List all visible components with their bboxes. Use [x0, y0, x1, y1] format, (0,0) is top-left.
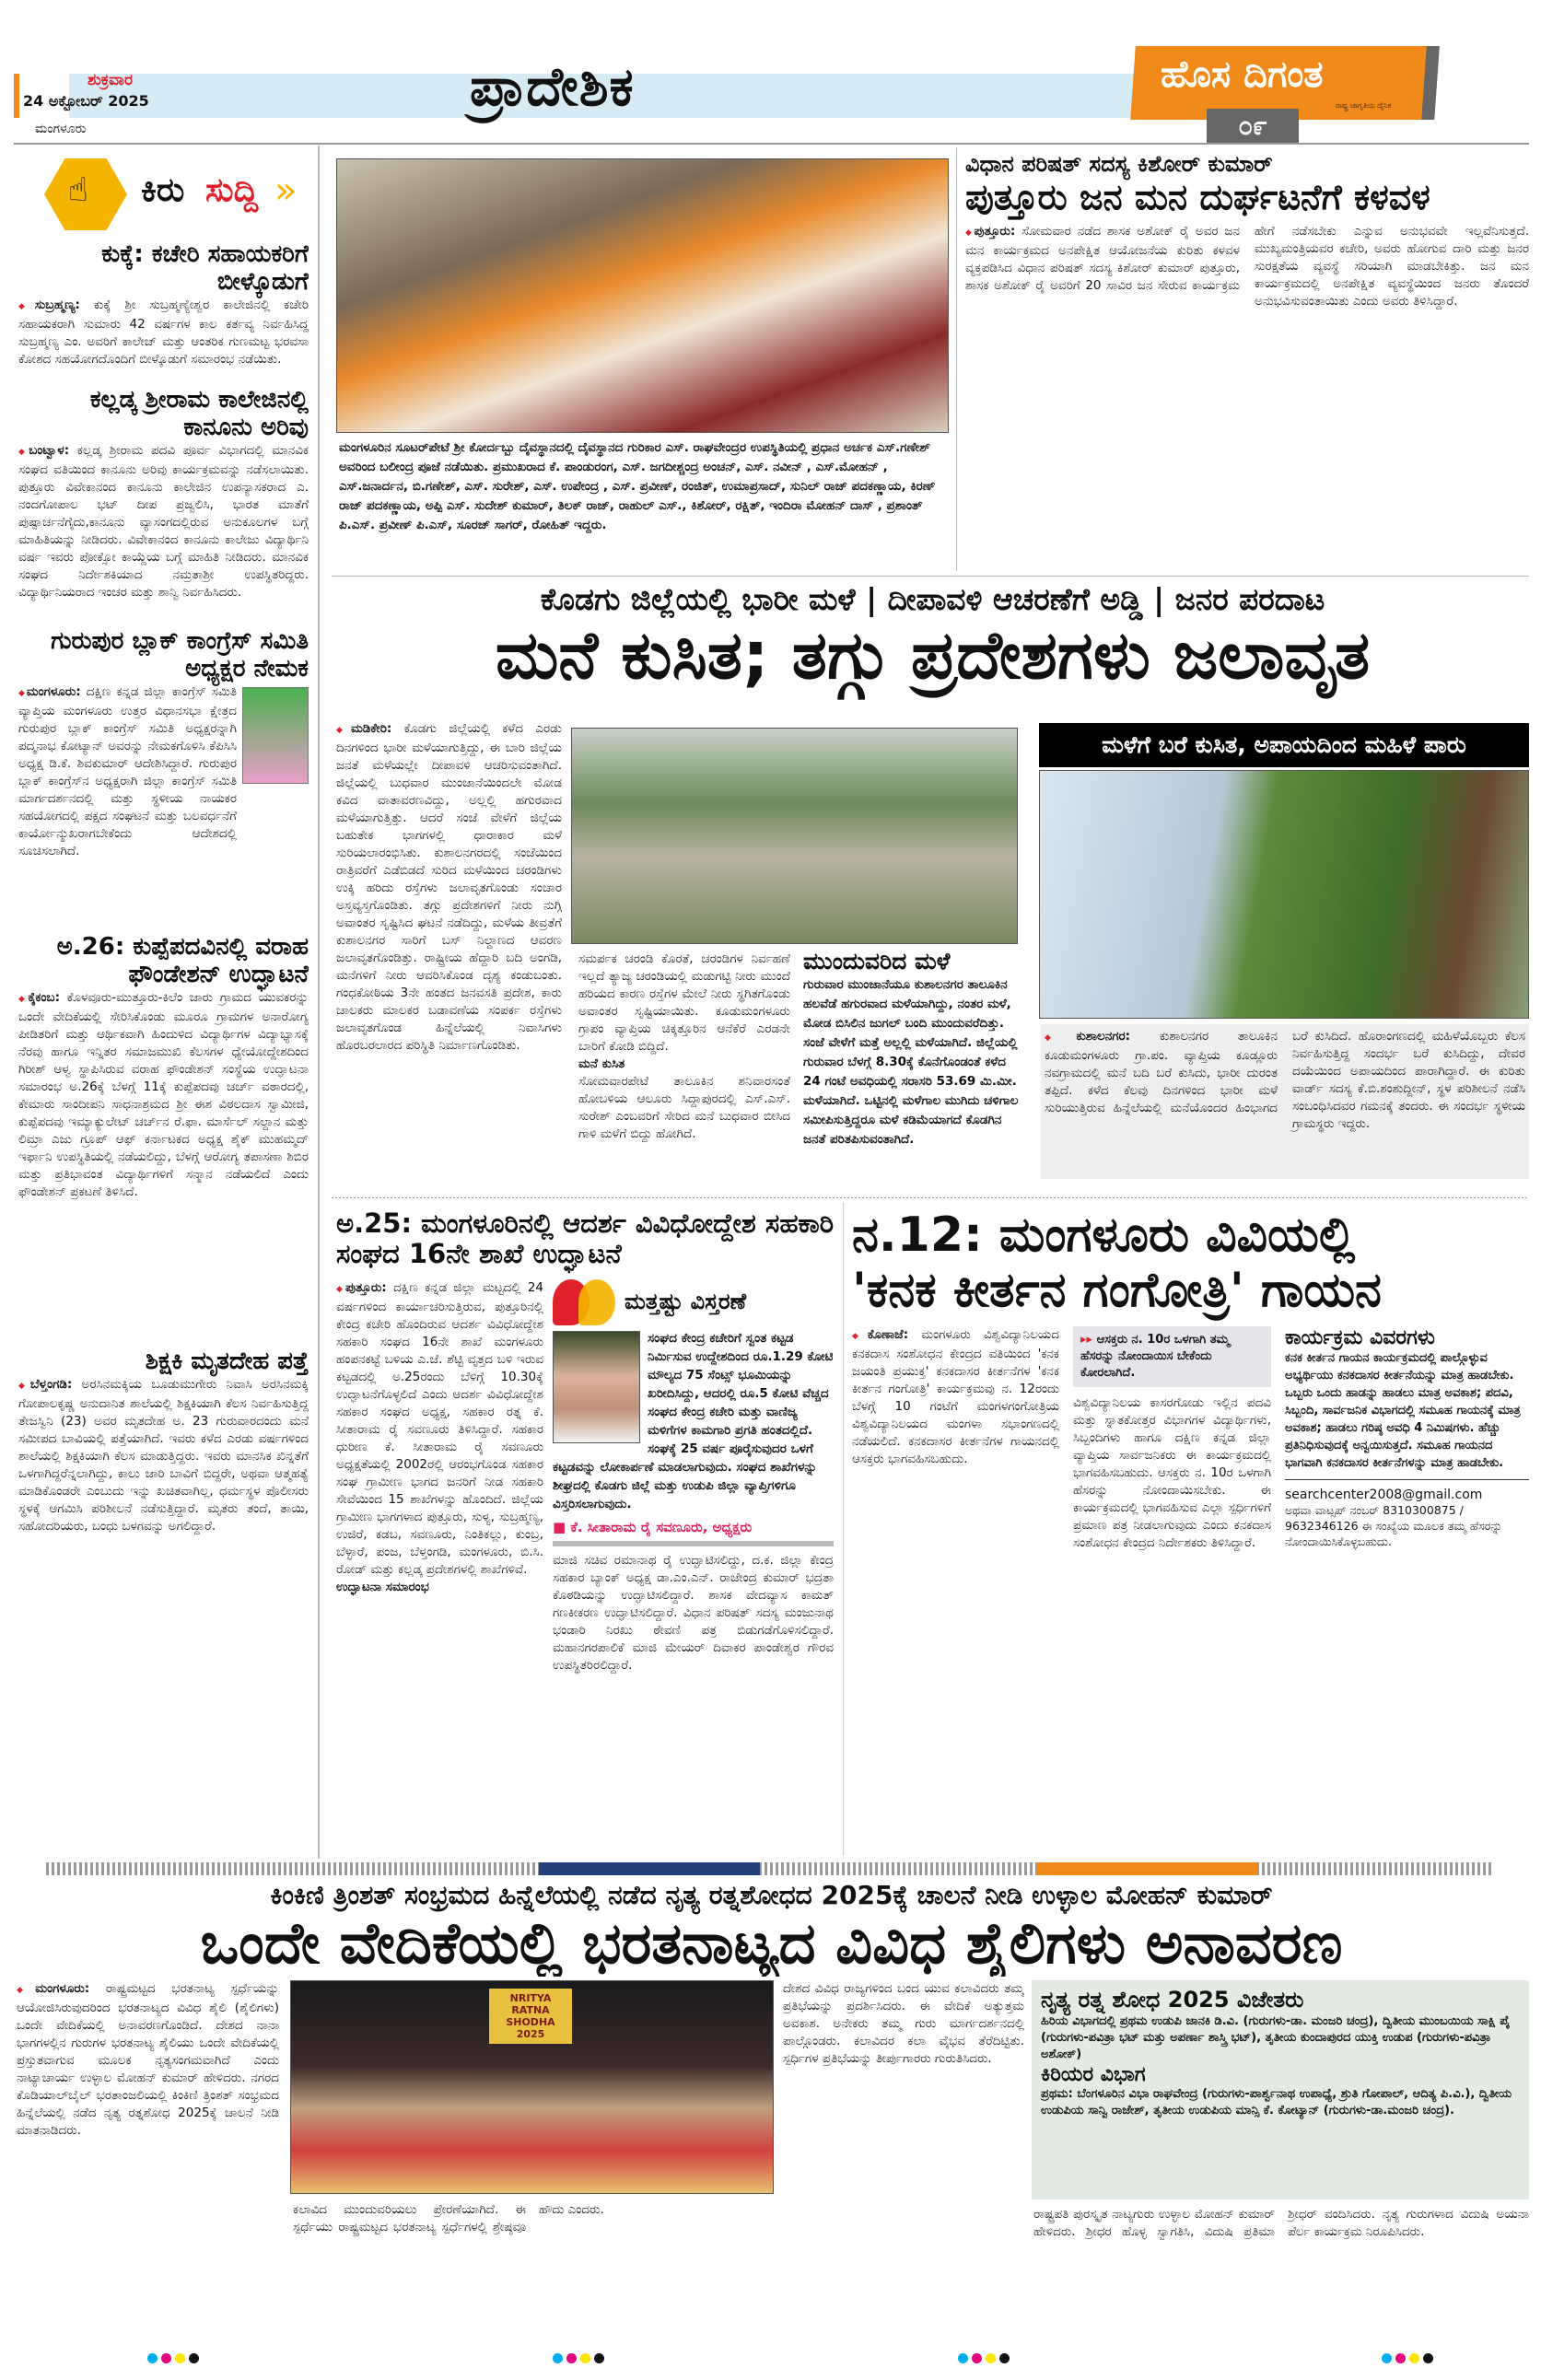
- section-title: ಪ್ರಾದೇಶಿಕ: [470, 55, 635, 118]
- news-brief: [18, 241, 309, 379]
- dateline: ◆ ಬಂಟ್ವಾಳ:: [18, 443, 69, 458]
- bottom-kicker: ಕಿಂಕಿಣಿ ತ್ರಿಂಶತ್ ಸಂಭ್ರಮದ ಹಿನ್ನೆಲೆಯಲ್ಲಿ ನಡೆದ ನೃತ್ಯ ರತ್ನಶೋಧದ 2025ಕ್ಕೆ ಚಾಲನೆ ನೀಡಿ ಉಳ್ಳಾಲ ಮೋಹನ್ ಕುಮಾರ್: [270, 1881, 1273, 1910]
- brief-body: ಅರಸಿನಮಕ್ಕಿಯ ಬೂಡುಮುಗೇರು ನಿವಾಸಿ ಅರಸಿನಮಕ್ಕಿ ಗೋಪಾಲಕೃಷ್ಣ ಅನುದಾನಿತ ಶಾಲೆಯಲ್ಲಿ ಶಿಕ್ಷಕಿಯಾಗಿ ಕೆಲಸ ನಿರ್ವಹಿಸುತ್ತಿದ್ದ ತೇಜಸ್ವಿನಿ (23) ಅವರ ಮೃತದೇಹ ಅ. 23 ಗುರುವಾರದಂದು ಮನೆ ಸಮೀಪದ ಬಾವಿಯಲ್ಲಿ ಪತ್ತೆಯಾಗಿದೆ. ಇವರು ಕಳೆದ ಎರಡು ವರ್ಷಗಳಿಂದ ಶಾಲೆಯಲ್ಲಿ ಶಿಕ್ಷಕಿಯಾಗಿ ಕೆಲಸ ಮಾಡುತ್ತಿದ್ದರು. ಇವರು ಮಾನಸಿಕ ಖಿನ್ನತೆಗೆ ಒಳಗಾಗಿದ್ದರೆನ್ನಲಾಗಿದ್ದು, ಕಾಲು ಜಾರಿ ಬಾವಿಗೆ ಬಿದ್ದರೇ, ಅಥವಾ ಆತ್ಮಹತ್ಯೆ ಮಾಡಿಕೊಂಡರೇ ಎಂಬುದು ಇನ್ನು ಖಚಿತವಾಗಿಲ್ಲ, ಧರ್ಮಸ್ಥಳ ಪೊಲೀಸರು ಸ್ಥಳಕ್ಕೆ ಆಗಮಿಸಿ ಪರಿಶೀಲನೆ ನಡೆಸುತ್ತಿದ್ದಾರೆ. ಮೃತರು ತಂದೆ, ತಾಯಿ, ಸಹೋದರಿಯರು, ಬಂಧು ಬಳಗವನ್ನು ಅಗಲಿದ್ದಾರೆ.: [18, 1376, 309, 1534]
- news-brief: [18, 387, 309, 628]
- divider: [332, 576, 1529, 577]
- subhead: ಮನೆ ಕುಸಿತ: [578, 1056, 625, 1071]
- dance-body-col3: ದೇಶದ ವಿವಿಧ ರಾಜ್ಯಗಳಿಂದ ಬಂದ ಯುವ ಕಲಾವಿದರು ತಮ್ಮ ಪ್ರತಿಭೆಯನ್ನು ಪ್ರದರ್ಶಿಸಿದರು. ಈ ವೇದಿಕೆ ಅತ್ಯುತ್ತಮ ಅವಕಾಶ. ಅನೇಕರು ತಮ್ಮ ಗುರು ಮಾರ್ಗದರ್ಶನದಲ್ಲಿ ಪಾಲ್ಗೊಂಡರು. ಕಲಾವಿದರ ಕಲಾ ವೈಭವ ತೆರೆದಿಟ್ಟಿತು. ಸ್ಪರ್ಧಿಗಳ ಪ್ರತಿಭೆಯನ್ನು ತೀರ್ಪುಗಾರರು ಗುರುತಿಸಿದರು.: [783, 1981, 1024, 2066]
- dance-body-col1: [17, 1980, 279, 2339]
- registration-dots: [1382, 2353, 1433, 2363]
- portrait-photo: [553, 1331, 640, 1443]
- header-accent-bar: [14, 74, 19, 118]
- winners-senior: ಹಿರಿಯ ವಿಭಾಗದಲ್ಲಿ ಪ್ರಥಮ ಉಡುಪಿ ಜಾನಕಿ ಡಿ.ವಿ. (ಗುರುಗಳು-ಡಾ. ಮಂಜರಿ ಚಂದ್ರ), ದ್ವಿತೀಯ ಮುಂಬಯಿಯ ಸಾಕ್ಷಿ ಪೈ (ಗುರುಗಳು-ಪವಿತ್ರಾ ಭಟ್ ಮತ್ತು ಅಪರ್ಣಾ ಶಾಸ್ತ್ರಿ ಭಟ್), ತೃತೀಯ ಕುಂದಾಪುರದ ಯುಕ್ತಿ ಉಡುಪ (ಗುರುಗಳು-ಪವಿತ್ರಾ ಅಶೋಕ್): [1041, 2013, 1511, 2061]
- brief-headline: ಅ.26: ಕುಪ್ಪೆಪದವಿನಲ್ಲಿ ವರಾಹ ಫೌಂಡೇಶನ್ ಉದ್ಘಾಟನೆ: [56, 934, 309, 988]
- brief-headline: ಶಿಕ್ಷಕಿ ಮೃತದೇಹ ಪತ್ತೆ: [145, 1348, 309, 1375]
- brief-headline: ಗುರುಪುರ ಬ್ಲಾಕ್ ಕಾಂಗ್ರೆಸ್ ಸಮಿತಿ ಅಧ್ಯಕ್ಷರ ನೇಮಕ: [51, 628, 309, 682]
- photo-banner: ಮಳೆಗೆ ಬರೆ ಕುಸಿತ, ಅಪಾಯದಿಂದ ಮಹಿಳೆ ಪಾರು: [1039, 723, 1529, 767]
- section-stripe: [46, 1862, 1492, 1875]
- quote-author: ■ ಕೆ. ಸೀತಾರಾಮ ರೈ ಸವಣೂರು, ಅಧ್ಯಕ್ಷರು: [553, 1518, 753, 1535]
- winners-title: ನೃತ್ಯ ರತ್ನ ಶೋಧ 2025 ವಿಜೇತರು: [1041, 1987, 1304, 2012]
- registration-dots: [553, 2353, 604, 2363]
- quote-mark-icon: [553, 1279, 617, 1325]
- kirusuddi-a: ಕಿರು: [141, 171, 185, 209]
- bottom-heading-block: [14, 1881, 1529, 1977]
- quote-title: ಮತ್ತಷ್ಟು ವಿಸ್ತರಣೆ: [625, 1288, 747, 1314]
- story-kicker: ವಿಧಾನ ಪರಿಷತ್ ಸದಸ್ಯ ಕಿಶೋರ್ ಕುಮಾರ್: [965, 151, 1273, 177]
- cooperative-headline: ಅ.25: ಮಂಗಳೂರಿನಲ್ಲಿ ಆದರ್ಶ ವಿವಿಧೋದ್ದೇಶ ಸಹಕಾರಿ ಸಂಘದ 16ನೇ ಶಾಖೆ ಉದ್ಘಾಟನೆ: [336, 1208, 834, 1270]
- story-body: ಮಂಗಳೂರು ವಿಶ್ವವಿದ್ಯಾನಿಲಯದ ಕನಕದಾಸ ಸಂಶೋಧನ ಕೇಂದ್ರದ ವತಿಯಿಂದ 'ಕನಕ ಜಯಂತಿ ಪ್ರಯುಕ್ತ' ಕನಕದಾಸರ ಕೀರ್ತನೆಗಳ 'ಕನಕ ಕೀರ್ತನ ಗಂಗೋತ್ರಿ' ಕಾರ್ಯಕ್ರಮವು ನ. 12ರಂದು ಬೆಳಗ್ಗೆ 10 ಗಂಟೆಗೆ ಮಂಗಳಗಂಗೋತ್ರಿಯ ವಿಶ್ವವಿದ್ಯಾನಿಲಯದ ಮಂಗಳಾ ಸಭಾಂಗಣದಲ್ಲಿ ನಡೆಯಲಿದೆ. ಕನಕದಾಸರ ಕೀರ್ತನೆಗಳ ಗಾಯನದಲ್ಲಿ ಆಸಕ್ತರು ಭಾಗವಹಿಸಬಹುದು.: [852, 1326, 1059, 1466]
- main-headline: ಮನೆ ಕುಸಿತ; ತಗ್ಗು ಪ್ರದೇಶಗಳು ಜಲಾವೃತ: [495, 615, 1371, 694]
- dateline: ◆ ಮಡಿಕೇರಿ:: [336, 721, 391, 736]
- contact-email[interactable]: searchcenter2008@gmail.com: [1285, 1487, 1483, 1502]
- pointing-hand-icon: ☝: [68, 171, 88, 209]
- news-brief: [18, 1348, 309, 1625]
- subhead: ಉದ್ಘಾಟನಾ ಸಮಾರಂಭ: [336, 1579, 429, 1594]
- putturu-story: [965, 152, 1529, 547]
- story-headline: ಪುತ್ತೂರು ಜನ ಮನ ದುರ್ಘಟನೆಗೆ ಕಳವಳ: [965, 176, 1430, 217]
- dance-body-col4: ರಾಷ್ಟ್ರಪತಿ ಪುರಸ್ಕೃತ ನಾಟ್ಯಗುರು ಉಳ್ಳಾಲ ಮೋಹನ್ ಕುಮಾರ್ ಹೇಳಿದರು. ಶ್ರೀಧರ ಹೊಳ್ಳ ಸ್ವಾಗತಿಸಿ, ವಿದುಷಿ ಪ್ರತಿಮಾ ಶ್ರೀಧರ್ ವಂದಿಸಿದರು. ನೃತ್ಯ ಗುರುಗಳಾದ ವಿದುಷಿ ಅಯನಾ ಪೆರ್ಲ ಕಾರ್ಯಕ್ರಮ ನಿರೂಪಿಸಿದರು.: [1033, 2207, 1529, 2239]
- quote-header: [553, 1279, 834, 1325]
- dateline: ◆ ಸುಬ್ರಹ್ಮಣ್ಯ:: [18, 298, 80, 312]
- main-body-col2: [578, 951, 790, 1176]
- story-body: ಕೊಡಗು ಜಿಲ್ಲೆಯಲ್ಲಿ ಕಳೆದ ಎರಡು ದಿನಗಳಿಂದ ಭಾರೀ ಮಳೆಯಾಗುತ್ತಿದ್ದು, ಈ ಬಾರಿ ಜಿಲ್ಲೆಯ ಜನತೆ ಮಳೆಯಲ್ಲೇ ದೀಪಾವಳಿ ಆಚರಿಸುವಂತಾಗಿದೆ. ಜಿಲ್ಲೆಯಲ್ಲಿ ಬುಧವಾರ ಮುಂಜಾನೆಯಿಂದಲೇ ಮೋಡ ಕವಿದ ವಾತಾವರಣವಿದ್ದು, ಅಲ್ಲಲ್ಲಿ ಹಗುರವಾದ ಮಳೆಯಾಗುತ್ತಿತ್ತು. ಆದರೆ ಸಂಜೆ ವೇಳೆಗೆ ಜಿಲ್ಲೆಯ ಬಹುತೇಕ ಭಾಗಗಳಲ್ಲಿ ಧಾರಾಕಾರ ಮಳೆ ಸುರಿಯಲಾರಂಭಿಸಿತು. ಕುಶಾಲನಗರದಲ್ಲಿ ಸಂಜೆಯಿಂದ ರಾತ್ರಿವರೆಗೆ ಎಡೆಬಿಡದೆ ಸುರಿದ ಮಳೆಯಿಂದ ಚರಂಡಿಗಳು ಉಕ್ಕಿ ಹರಿದು ರಸ್ತೆಗಳು ಜಲಾವೃತಗೊಂಡು ಸಂಚಾರ ಅಸ್ತವ್ಯಸ್ತಗೊಂಡಿತು. ತಗ್ಗು ಪ್ರದೇಶಗಳಿಗೆ ನೀರು ನುಗ್ಗಿ ಅವಾಂತರ ಸೃಷ್ಟಿಸಿದ ಘಟನೆ ನಡೆದಿದ್ದು, ಮಳೆಯ ತೀವ್ರತೆಗೆ ಕುಶಾಲನಗರ ಸಾರಿಗೆ ಬಸ್ ನಿಲ್ದಾಣದ ಆವರಣ ಜಲಾವೃತಗೊಂಡಿತ್ತು. ರಾಷ್ಟ್ರೀಯ ಹೆದ್ದಾರಿ ಬದಿ ಅಂಗಡಿ, ಮನೆಗಳಿಗೆ ನೀರು ಆವರಿಸಿಕೊಂಡ ದೃಶ್ಯ ಕಂಡುಬಂತು. ಗಂಧಕೋಠಿಯ 3ನೇ ಹಂತದ ಜನವಸತಿ ಪ್ರದೇಶ, ಕಾರು ಚಾಲಕರು ಮಾಲಕರ ಬಡಾವಣೆಯ ಸಂಪರ್ಕ ರಸ್ತೆಗಳು ಜಲಾವೃತಗೊಂಡ ಹಿನ್ನೆಲೆಯಲ್ಲಿ ನಿವಾಸಿಗಳು ಹೊರಬರಲಾರದ ಪರಿಸ್ಥಿತಿ ನಿರ್ಮಾಣಗೊಂಡಿತು.: [336, 721, 562, 1053]
- story-body: ಸೋಮವಾರ ನಡೆದ ಶಾಸಕ ಅಶೋಕ್ ರೈ ಅವರ ಜನ ಮನ ಕಾರ್ಯಕ್ರಮದ ಅನಪೇಕ್ಷಿತ ಆಯೋಜನೆಯ ಕುರಿತು ಕಳವಳ ವ್ಯಕ್ತಪಡಿಸಿದ ವಿಧಾನ ಪರಿಷತ್ ಸದಸ್ಯ ಕಿಶೋರ್ ಕುಮಾರ್ ಪುತ್ತೂರು, ಶಾಸಕ ಅಶೋಕ್ ರೈ ಅವರಿಗೆ 20 ಸಾವಿರ ಜನ ಸೇರುವ ಕಾರ್ಯಕ್ರಮ ಹೇಗೆ ನಡೆಸಬೇಕು ಎನ್ನುವ ಅನುಭವವೇ ಇಲ್ಲವೆನಿಸುತ್ತದೆ. ಮುಖ್ಯಮಂತ್ರಿಯವರ ಕಚೇರಿ, ಅವರು ಹೋಗುವ ದಾರಿ ಮತ್ತು ಜನರ ಸುರಕ್ಷತೆಯ ವ್ಯವಸ್ಥೆ ಸರಿಯಾಗಿ ಮಾಡಬೇಕಿತ್ತು. ಜನ ಮನ ಕಾರ್ಯಕ್ರಮದಲ್ಲಿ ಅನಪೇಕ್ಷಿತ ವ್ಯವಸ್ಥೆಯಿಂದ ಜನರು ತೊಂದರೆ ಅನುಭವಿಸುವಂತಾಯಿತು ಎಂದು ಅವರು ತಿಳಿಸಿದ್ದಾರೆ.: [965, 224, 1529, 309]
- temple-ritual-photo: [336, 158, 949, 433]
- stripe-accent-orange: [1036, 1862, 1257, 1875]
- page-number: ೦೯: [1207, 109, 1299, 144]
- box-body: ಗುರುವಾರ ಮುಂಜಾನೆಯೂ ಕುಶಾಲನಗರ ತಾಲೂಕಿನ ಹಲವೆಡೆ ಹಗುರವಾದ ಮಳೆಯಾಗಿದ್ದು, ನಂತರ ಮಳೆ, ಮೋಡ ಬಿಸಿಲಿನ ಜುಗಲ್ ಬಂದಿ ಮುಂದುವರೆದಿತ್ತು. ಸಂಜೆ ವೇಳೆಗೆ ಮತ್ತೆ ಅಲ್ಲಲ್ಲಿ ಮಳೆಯಾಗಿದೆ. ಜಿಲ್ಲೆಯಲ್ಲಿ ಗುರುವಾರ ಬೆಳಗ್ಗೆ 8.30ಕ್ಕೆ ಕೊನೆಗೊಂಡಂತೆ ಕಳೆದ 24 ಗಂಟೆ ಅವಧಿಯಲ್ಲಿ ಸರಾಸರಿ 53.69 ಮಿ.ಮೀ. ಮಳೆಯಾಗಿದೆ. ಒಟ್ಟಿನಲ್ಲಿ ಮಳೆಗಾಲ ಮುಗಿದು ಚಳಿಗಾಲ ಸಮೀಪಿಸುತ್ತಿದ್ದರೂ ಮಳೆ ಕಡಿಮೆಯಾಗದೆ ಕೊಡಗಿನ ಜನತೆ ಪರಿತಪಿಸುವಂತಾಗಿದೆ.: [803, 976, 1019, 1147]
- cooperative-columns: [336, 1279, 834, 1858]
- story-body: ಸೋಮವಾರಪೇಟೆ ತಾಲೂಕಿನ ಶನಿವಾರಸಂತೆ ಹೋಬಳಿಯ ಆಲೂರು ಸಿದ್ದಾಪುರದಲ್ಲಿ ಎಸ್.ಎಸ್. ಸುರೇಶ್ ಎಂಬವರಿಗೆ ಸೇರಿದ ಮನೆ ಬುಧವಾರ ಬೀಸಿದ ಗಾಳಿ ಮಳೆಗೆ ಬಿದ್ದು ಹೋಗಿದೆ.: [578, 1074, 790, 1141]
- story-body: ರಾಷ್ಟ್ರಮಟ್ಟದ ಭರತನಾಟ್ಯ ಸ್ಪರ್ಧೆಯನ್ನು ಆಯೋಜಿಸಿರುವುದರಿಂದ ಭರತನಾಟ್ಯದ ವಿವಿಧ ಶೈಲಿ (ಶೈಲಿಗಳು) ಒಂದೇ ವೇದಿಕೆಯಲ್ಲಿ ಅನಾವರಣಗೊಂಡಿದೆ. ದೇಶದ ನಾನಾ ಭಾಗಗಳಲ್ಲಿನ ಗುರುಗಳ ಭರತನಾಟ್ಯ ಶೈಲಿಯು ಒಂದೇ ವೇದಿಕೆಯಲ್ಲಿ ಪ್ರಸ್ತುತವಾಗುವ ಮೂಲಕ ನೃತ್ಯಸಂಗಮವಾಗಿದೆ ಎಂದು ನಾಟ್ಯಾಚಾರ್ಯ ಉಳ್ಳಾಲ ಮೋಹನ್ ಕುಮಾರ್ ಹೇಳಿದರು. ನಗರದ ಕೊಡಿಯಾಲ್‌ಬೈಲ್ ಭರತಾಂಜಲಿಯಲ್ಲಿ ಕಿಂಕಿಣಿ ತ್ರಿಂಶತ್ ಸಂಭ್ರಮದ ಹಿನ್ನೆಲೆಯಲ್ಲಿ ನಡೆದ ನೃತ್ಯ ರತ್ನಶೋಧ 2025ಕ್ಕೆ ಚಾಲನೆ ನೀಡಿ ಮಾತನಾಡಿದರು.: [17, 1981, 279, 2138]
- flooded-road-photo: [571, 728, 1018, 944]
- author-name: ಕೆ. ಸೀತಾರಾಮ ರೈ ಸವಣೂರು, ಅಧ್ಯಕ್ಷರು: [570, 1518, 753, 1535]
- kirusuddi-b: ಸುದ್ದಿ: [205, 171, 259, 209]
- contact-phone: ಅಥವಾ ವಾಟ್ಸಪ್ ನಂಬರ್ 8310300875 / 9632346126 ಈ ಸಂಖ್ಯೆಯ ಮೂಲಕ ತಮ್ಮ ಹೆಸರನ್ನು ನೋಂದಾಯಿಸಿಕೊಳ್ಳಬಹುದು.: [1285, 1502, 1502, 1548]
- quote-box: [553, 1279, 834, 1858]
- details-title: ಕಾರ್ಯಕ್ರಮ ವಿವರಗಳು: [1285, 1325, 1435, 1349]
- arrow-icon: ▸▸: [1080, 1332, 1097, 1347]
- stripe-accent-blue: [539, 1862, 760, 1875]
- winners-junior: ಪ್ರಥಮ: ಬೆಂಗಳೂರಿನ ವಿಭಾ ರಾಘವೇಂದ್ರ (ಗುರುಗಳು-ಪಾರ್ಶ್ವನಾಥ ಉಪಾಧ್ಯೆ, ಶ್ರುತಿ ಗೋಪಾಲ್, ಆದಿತ್ಯ ಪಿ.ವಿ.), ದ್ವಿತೀಯ ಉಡುಪಿಯ ಸಾನ್ವಿ ರಾಜೇಶ್, ತೃತೀಯ ಉಡುಪಿಯ ಮಾನ್ಸಿ ಕೆ. ಕೋಟ್ಯಾನ್ (ಗುರುಗಳು-ಡಾ.ಮಂಜರಿ ಚಂದ್ರ).: [1041, 2086, 1512, 2118]
- header-rule: [14, 143, 1529, 145]
- cooperative-story: [336, 1208, 834, 1858]
- main-heading-block: [336, 582, 1529, 718]
- divider: [553, 1541, 834, 1546]
- kanaka-headline-1: ನ.12: ಮಂಗಳೂರು ವಿವಿಯಲ್ಲಿ: [852, 1208, 1356, 1263]
- story-body: ಸಮರ್ಪಕ ಚರಂಡಿ ಕೊರತೆ, ಚರಂಡಿಗಳ ನಿರ್ವಹಣೆ ಇಲ್ಲದೆ ತ್ಯಾಜ್ಯ ಚರಂಡಿಯಲ್ಲಿ ಮಡುಗಟ್ಟಿ ನೀರು ಮುಂದೆ ಹರಿಯದ ಕಾರಣ ರಸ್ತೆಗಳ ಮೇಲೆ ನೀರು ಸ್ಥಗಿತಗೊಂಡು ಅವಾಂತರ ಸೃಷ್ಟಿಯಾಯಿತು. ಕೂಡುಮಂಗಳೂರು ಗ್ರಾಪಂ ವ್ಯಾಪ್ತಿಯ ಚಿಕ್ಕತ್ತೂರಿನ ಆನೆಕೆರೆ ಎರಡನೇ ಬಾರಿಗೆ ಕೋಡಿ ಬಿದ್ದಿದೆ.: [578, 951, 790, 1054]
- bottom-headline: ಒಂದೇ ವೇದಿಕೆಯಲ್ಲಿ ಭರತನಾಟ್ಯದ ವಿವಿಧ ಶೈಲಿಗಳು ಅನಾವರಣ: [200, 1909, 1343, 1977]
- newspaper-logo: ಹೊಸ ದಿಗಂತ: [1161, 53, 1324, 96]
- column-rule: [318, 146, 320, 1859]
- portrait-photo: [242, 687, 309, 784]
- kanaka-body: [852, 1326, 1059, 1858]
- dateline: ◆ ಬೆಳ್ತಂಗಡಿ:: [18, 1377, 72, 1392]
- header-city: ಮಂಗಳೂರು: [35, 122, 87, 136]
- header-date: 24 ಅಕ್ಟೋಬರ್ 2025: [23, 92, 149, 110]
- brief-headline: ಕುಕ್ಕೆ: ಕಚೇರಿ ಸಹಾಯಕರಿಗೆ ಬೀಳ್ಕೊಡುಗೆ: [101, 241, 309, 296]
- dateline: ◆ ಕೊಣಾಜೆ:: [852, 1327, 908, 1342]
- story-body: ಕುಶಾಲನಗರ ತಾಲೂಕಿನ ಕೂಡುಮಂಗಳೂರು ಗ್ರಾ.ಪಂ. ವ್ಯಾಪ್ತಿಯ ಕೂಡ್ಲೂರು ನವಗ್ರಾಮದಲ್ಲಿ ಮನೆ ಬದಿ ಬರೆ ಕುಸಿದು, ಭಾರೀ ದುರಂತ ತಪ್ಪಿದೆ. ಕಳೆದ ಕೆಲವು ದಿನಗಳಿಂದ ಭಾರೀ ಮಳೆ ಸುರಿಯುತ್ತಿರುವ ಹಿನ್ನೆಲೆಯಲ್ಲಿ ಮನೆಯೊಂದರ ಹಿಂಭಾಗದ ಬರೆ ಕುಸಿದಿದೆ. ಹೊರಾಂಗಣದಲ್ಲಿ ಮಹಿಳೆಯೊಬ್ಬರು ಕೆಲಸ ನಿರ್ವಹಿಸುತ್ತಿದ್ದ ಸಂದರ್ಭ ಬರೆ ಕುಸಿದಿದ್ದು, ದೇವರ ದಯೆಯಿಂದ ಅಪಾಯದಿಂದ ಪಾರಾಗಿದ್ದಾರೆ. ಈ ಕುರಿತು ವಾರ್ಡ್ ಸದಸ್ಯ ಕೆ.ಬಿ.ಶಂಶುದ್ದೀನ್, ಸ್ಥಳ ಪರಿಶೀಲನೆ ನಡೆಸಿ ಸಂಬಂಧಿಸಿದವರ ಗಮನಕ್ಕೆ ತಂದರು. ಈ ಸಂದರ್ಭ ಸ್ಥಳೀಯ ಗ್ರಾಮಸ್ಥರು ಇದ್ದರು.: [1045, 1029, 1525, 1131]
- dateline: ◆ ಪುತ್ತೂರು:: [336, 1280, 387, 1295]
- photo-caption: ಮಂಗಳೂರಿನ ಸೂಟರ್‌ಪೇಟೆ ಶ್ರೀ ಕೋರ್ದಬ್ಬು ದೈವಸ್ಥಾನದಲ್ಲಿ ದೈವಸ್ಥಾನದ ಗುರಿಕಾರ ಎಸ್. ರಾಘವೇಂದ್ರರ ಉಪಸ್ಥಿತಿಯಲ್ಲಿ ಪ್ರಧಾನ ಅರ್ಚಕ ಎಸ್.ಗಣೇಶ್ ಅವರಿಂದ ಬಲೀಂದ್ರ ಪೂಜೆ ನಡೆಯಿತು. ಪ್ರಮುಖರಾದ ಕೆ. ಪಾಂಡುರಂಗ, ಎಸ್. ಜಗದೀಶ್ಚಂದ್ರ ಅಂಚನ್, ಎಸ್. ನವೀನ್ , ಎಸ್.ಮೋಹನ್ , ಎಸ್.ಜನಾರ್ದನ, ಬಿ.ಗಣೇಶ್, ಎಸ್. ಸುರೇಶ್, ಎಸ್. ಉಪೇಂದ್ರ , ಎಸ್. ಪ್ರವೀಣ್, ರಂಜಿತ್, ಉಮಾಪ್ರಸಾದ್, ಸುನಿಲ್ ರಾಜ್ ಪದಕಣ್ಣಾಯ, ಕಿರಣ್ ರಾಜ್ ಪದಕಣ್ಣಾಯ, ಅಪ್ಪಿ ಎಸ್. ಸುದೇಶ್ ಕುಮಾರ್, ತಿಲಕ್ ರಾಜ್, ರಾಹುಲ್ ಎಸ್., ಕಿಶೋರ್, ರಕ್ಷಿತ್, ಇಂದಿರಾ ಮೋಹನ್ ದಾಸ್ , ಪ್ರಶಾಂತ್ ಪಿ.ಎಸ್. ಪ್ರವೀಣ್ ಪಿ.ಎಸ್, ಸೂರಜ್ ಸಾಗರ್, ರೋಹಿತ್ ಇದ್ದರು.: [339, 440, 936, 532]
- logo-tagline: ರಾಷ್ಟ್ರ ಜಾಗೃತಿಯ ದೈನಿಕ: [1336, 101, 1392, 110]
- kirusuddi-logo: [44, 158, 302, 232]
- header-day: ಶುಕ್ರವಾರ: [88, 71, 133, 89]
- dateline: ◆ ಕುಶಾಲನಗರ:: [1045, 1029, 1130, 1044]
- dateline: ◆ ಕೈಕಂಬ:: [18, 990, 60, 1005]
- dance-body-col2: ಕಲಾವಿದ ಮುಂದುವರಿಯಲು ಪ್ರೇರಣೆಯಾಗಿದೆ. ಈ ಸ್ಪರ್ಧೆಯು ರಾಷ್ಟ್ರಮಟ್ಟದ ಭರತನಾಟ್ಯ ಸ್ಪರ್ಧೆಗಳಲ್ಲಿ ಶ್ರೇಷ್ಠವೂ ಹೌದು ಎಂದರು.: [293, 2202, 604, 2234]
- cooperative-body: [336, 1279, 543, 1858]
- box-text: ಆಸಕ್ತರು ನ. 10ರ ಒಳಗಾಗಿ ತಮ್ಮ ಹೆಸರನ್ನು ನೋಂದಾಯಿಸ ಬೇಕೆಂದು ಕೋರಲಾಗಿದೆ.: [1080, 1332, 1230, 1380]
- chevron-icon: »: [274, 169, 298, 212]
- divider: [956, 147, 957, 571]
- kanaka-col2: [1073, 1326, 1271, 1858]
- brief-body: ದಕ್ಷಿಣ ಕನ್ನಡ ಜಿಲ್ಲಾ ಕಾಂಗ್ರೆಸ್ ಸಮಿತಿ ವ್ಯಾಪ್ತಿಯ ಮಂಗಳೂರು ಉತ್ತರ ವಿಧಾನಸಭಾ ಕ್ಷೇತ್ರದ ಗುರುಪುರ ಬ್ಲಾಕ್ ಕಾಂಗ್ರೆಸ್ ಸಮಿತಿ ಅಧ್ಯಕ್ಷರನ್ನಾಗಿ ಪದ್ಮನಾಭ ಕೋಟ್ಯಾನ್ ಅವರನ್ನು ನೇಮಕಗೊಳಿಸಿ ಕೆಪಿಸಿಸಿ ಅಧ್ಯಕ್ಷ ಡಿ.ಕೆ. ಶಿವಕುಮಾರ್ ಆದೇಶಿಸಿದ್ದಾರೆ. ಗುರುಪುರ ಬ್ಲಾಕ್ ಕಾಂಗ್ರೆಸ್‌ನ ಅಧ್ಯಕ್ಷರಾಗಿ ಜಿಲ್ಲಾ ಕಾಂಗ್ರೆಸ್ ಸಮಿತಿ ಮಾರ್ಗದರ್ಶನದಲ್ಲಿ ಮತ್ತು ಸ್ಥಳೀಯ ನಾಯಕರ ಸಹಯೋಗದಲ್ಲಿ ಪಕ್ಷದ ಸಂಘಟನೆ ಮತ್ತು ಬಲವರ್ಧನೆಗೆ ಕಾರ್ಯೋನ್ಮುಖರಾಗಬೇಕೆಂದು ಆದೇಶದಲ್ಲಿ ಸೂಚಿಸಲಾಗಿದೆ.: [18, 683, 237, 858]
- registration-dots: [147, 2353, 199, 2363]
- kanaka-headline-2: 'ಕನಕ ಕೀರ್ತನ ಗಂಗೋತ್ರಿ' ಗಾಯನ: [852, 1262, 1382, 1318]
- kanaka-body-2: ವಿಶ್ವವಿದ್ಯಾನಿಲಯ ಕಾಸರಗೋಡು ಇಲ್ಲಿನ ಪದವಿ ಮತ್ತು ಸ್ನಾತಕೋತ್ತರ ವಿಭಾಗಗಳ ವಿದ್ಯಾರ್ಥಿಗಳು, ಸಿಬ್ಬಂದಿಗಳು ಹಾಗೂ ದಕ್ಷಿಣ ಕನ್ನಡ ಜಿಲ್ಲಾ ವ್ಯಾಪ್ತಿಯ ಸಾರ್ವಜನಿಕರು ಈ ಕಾರ್ಯಕ್ರಮದಲ್ಲಿ ಭಾಗವಹಿಸಬಹುದು. ಆಸಕ್ತರು ನ. 10ರ ಒಳಗಾಗಿ ಹೆಸರನ್ನು ನೋಂದಾಯಿಸಬೇಕು. ಈ ಕಾರ್ಯಕ್ರಮದಲ್ಲಿ ಭಾಗವಹಿಸುವ ಎಲ್ಲಾ ಸ್ಪರ್ಧಿಗಳಿಗೆ ಪ್ರಮಾಣ ಪತ್ರ ನೀಡಲಾಗುವುದು ಎಂದು ಕನಕದಾಸ ಸಂಶೋಧನ ಕೇಂದ್ರದ ನಿರ್ದೇಶಕರು ತಿಳಿಸಿದ್ದಾರೆ.: [1073, 1394, 1271, 1550]
- brief-body: ಕಲ್ಲಡ್ಕ ಶ್ರೀರಾಮ ಪದವಿ ಪೂರ್ವ ವಿಭಾಗದಲ್ಲಿ ಮಾನವಿಕ ಸಂಘದ ವತಿಯಿಂದ ಕಾನೂನು ಅರಿವು ಕಾರ್ಯಕ್ರಮವನ್ನು ನಡೆಸಲಾಯಿತು. ಪುತ್ತೂರು ವಿವೇಕಾನಂದ ಕಾನೂನು ಕಾಲೇಜಿನ ಉಪನ್ಯಾಸಕರಾದ ಎ. ನಂದಗೋಪಾಲ ಭಟ್ ದೀಪ ಪ್ರಜ್ವಲಿಸಿ, ಭಾರತ ಮಾತೆಗೆ ಪುಷ್ಪಾರ್ಚನೆಗೈದು,ಕಾನೂನು ವ್ಯಾಸಂಗದಲ್ಲಿರುವ ಅನುಕೂಲಗಳ ಬಗ್ಗೆ ಮಾಹಿತಿಯನ್ನು ನೀಡಿದರು. ವಿವೇಕಾನಂದ ಕಾನೂನು ಕಾಲೇಜು ವಿದ್ಯಾರ್ಥಿನಿ ವರ್ಷ ಇವರು ಪೋಕ್ಸೋ ಕಾಯ್ದೆಯ ಬಗ್ಗೆ ಮಾಹಿತಿ ನೀಡಿದರು. ಮಾನವಿಕ ಸಂಘದ ನಿರ್ದೇಶಕಿಯಾದ ನಮ್ರತಾಶ್ರೀ ಉಪಸ್ಥಿತರಿದ್ದರು. ವಿದ್ಯಾರ್ಥಿನಿಯರಾದ ಇಂಚರ ಮತ್ತು ಶಾನ್ವಿ ನಿರ್ವಹಿಸಿದರು.: [18, 442, 309, 600]
- left-column: [18, 241, 309, 1862]
- cooperative-body-2: ಮಾಜಿ ಸಚಿವ ರಮಾನಾಥ ರೈ ಉದ್ಘಾಟಿಸಲಿದ್ದು, ದ.ಕ. ಜಿಲ್ಲಾ ಕೇಂದ್ರ ಸಹಕಾರ ಬ್ಯಾಂಕ್ ಅಧ್ಯಕ್ಷ ಡಾ.ಎಂ.ಎನ್. ರಾಜೇಂದ್ರ ಕುಮಾರ್ ಭದ್ರತಾ ಕೊಠಡಿಯನ್ನು ಉದ್ಘಾಟಿಸಲಿದ್ದಾರೆ. ಶಾಸಕ ವೇದವ್ಯಾಸ ಕಾಮತ್ ಗಣಕೀಕರಣ ಉದ್ಘಾಟಿಸಲಿದ್ದಾರೆ. ವಿಧಾನ ಪರಿಷತ್ ಸದಸ್ಯ ಮಂಜುನಾಥ ಭಂಡಾರಿ ನಿರಖು ಠೇವಣಿ ಪತ್ರ ಬಿಡುಗಡೆಗೊಳಿಸಲಿದ್ದಾರೆ. ಮಹಾನಗರಪಾಲಿಕೆ ಮಾಜಿ ಮೇಯರ್ ದಿವಾಕರ ಪಾಂಡೇಶ್ವರ ಗೌರವ ಉಪಸ್ಥಿತರಿರಲಿದ್ದಾರೆ.: [553, 1552, 834, 1673]
- dateline: ◆ ಮಂಗಳೂರು:: [17, 1981, 89, 1996]
- details-body: ಕನಕ ಕೀರ್ತನ ಗಾಯನ ಕಾರ್ಯಕ್ರಮದಲ್ಲಿ ಪಾಲ್ಗೊಳ್ಳುವ ಅಭ್ಯರ್ಥಿಯು ಕನಕದಾಸರ ಕೀರ್ತನೆಯನ್ನು ಮಾತ್ರ ಹಾಡಬೇಕು. ಒಬ್ಬರು ಒಂದು ಹಾಡನ್ನು ಹಾಡಲು ಮಾತ್ರ ಅವಕಾಶ; ಪದವಿ, ಸಿಬ್ಬಂದಿ, ಸಾರ್ವಜನಿಕ ವಿಭಾಗದಲ್ಲಿ ಸಮೂಹ ಗಾಯನಕ್ಕೆ ಮಾತ್ರ ಅವಕಾಶ; ಹಾಡಲು ಗರಿಷ್ಠ ಅವಧಿ 4 ನಿಮಿಷಗಳು. ಹೆಚ್ಚು ಪ್ರತಿನಿಧಿಸುವುದಕ್ಕೆ ಅನ್ವಯಿಸುತ್ತದೆ. ಸಮೂಹ ಗಾಯನದ ಭಾಗವಾಗಿ ಕನಕದಾಸರ ಕೀರ್ತನೆಗಳನ್ನು ಮಾತ್ರ ಹಾಡಬೇಕು.: [1285, 1350, 1521, 1470]
- photo-banner: NRITYA RATNA SHODHA 2025: [489, 1989, 572, 2044]
- news-brief: [18, 628, 309, 916]
- divider: [843, 1202, 844, 1856]
- winners-box: [1032, 1980, 1529, 2199]
- brief-body: ಕುಕ್ಕೆ ಶ್ರೀ ಸುಬ್ರಹ್ಮಣ್ಯೇಶ್ವರ ಕಾಲೇಜಿನಲ್ಲಿ ಕಚೇರಿ ಸಹಾಯಕರಾಗಿ ಸುಮಾರು 42 ವರ್ಷಗಳ ಕಾಲ ಕರ್ತವ್ಯ ನಿರ್ವಹಿಸಿದ್ದ ಸುಬ್ರಹ್ಮಣ್ಯ ಎಂ. ಅವರಿಗೆ ಕಾಲೇಜ್ ಮತ್ತು ಆಂತರಿಕ ಗುಣಮಟ್ಟ ಭರವಸಾ ಕೋಶದ ಸಹಯೋಗದೊಂದಿಗೆ ಬೀಳ್ಕೊಡುಗೆ ಸಮಾರಂಭ ನಡೆಯಿತು.: [18, 297, 309, 367]
- landslide-text: [1041, 1024, 1529, 1179]
- dateline: ◆ ಪುತ್ತೂರು:: [965, 224, 1015, 239]
- registration-dots: [958, 2353, 1010, 2363]
- registration-box: [1073, 1326, 1271, 1387]
- news-brief: [18, 934, 309, 1339]
- divider: [332, 1197, 1529, 1198]
- brief-headline: ಕಲ್ಲಡ್ಕ ಶ್ರೀರಾಮ ಕಾಲೇಜಿನಲ್ಲಿ ಕಾನೂನು ಅರಿವು: [89, 387, 309, 441]
- quote-text: ಸಂಘದ ಕೇಂದ್ರ ಕಚೇರಿಗೆ ಸ್ವಂತ ಕಟ್ಟಡ ನಿರ್ಮಿಸುವ ಉದ್ದೇಶದಿಂದ ರೂ.1.29 ಕೋಟಿ ಮೌಲ್ಯದ 75 ಸೆಂಟ್ಸ್ ಭೂಮಿಯನ್ನು ಖರೀದಿಸಿದ್ದು, ಆದರಲ್ಲಿ ರೂ.5 ಕೋಟಿ ವೆಚ್ಚದ ಸಂಘದ ಕೇಂದ್ರ ಕಚೇರಿ ಮತ್ತು ವಾಣಿಜ್ಯ ಮಳಿಗೆಗಳ ಕಾಮಗಾರಿ ಪ್ರಗತಿ ಹಂತದಲ್ಲಿದೆ. ಸಂಘಕ್ಕೆ 25 ವರ್ಷ ಪೂರೈಸುವುದರ ಒಳಗೆ ಕಟ್ಟಡವನ್ನು ಲೋಕಾರ್ಪಣೆ ಮಾಡಲಾಗುವುದು. ಸಂಘದ ಶಾಖೆಗಳನ್ನು ಶೀಘ್ರದಲ್ಲಿ ಕೊಡಗು ಜಿಲ್ಲೆ ಮತ್ತು ಉಡುಪಿ ಜಿಲ್ಲಾ ವ್ಯಾಪ್ತಿಗಳಿಗೂ ವಿಸ್ತರಿಸಲಾಗುವುದು.: [553, 1330, 834, 1511]
- main-body-col1: [336, 720, 562, 1176]
- program-details: [1285, 1326, 1529, 1858]
- box-title: ಮುಂದುವರಿದ ಮಳೆ: [803, 949, 951, 974]
- dateline: ◆ ಮಂಗಳೂರು:: [18, 684, 81, 699]
- winners-junior-title: ಕಿರಿಯರ ವಿಭಾಗ: [1041, 2062, 1146, 2086]
- landslide-house-photo: [1039, 770, 1529, 1019]
- continued-rain-box: [803, 949, 1020, 1179]
- main-kicker: ಕೊಡಗು ಜಿಲ್ಲೆಯಲ್ಲಿ ಭಾರೀ ಮಳೆ | ದೀಪಾವಳಿ ಆಚರಣೆಗೆ ಅಡ್ಡಿ | ಜನರ ಪರದಾಟ: [540, 582, 1325, 617]
- kanaka-story: [852, 1208, 1529, 1858]
- story-body: ದಕ್ಷಿಣ ಕನ್ನಡ ಜಿಲ್ಲಾ ಮಟ್ಟದಲ್ಲಿ 24 ವರ್ಷಗಳಿಂದ ಕಾರ್ಯಾಚರಿಸುತ್ತಿರುವ, ಪುತ್ತೂರಿನಲ್ಲಿ ಕೇಂದ್ರ ಕಚೇರಿ ಹೊಂದಿರುವ ಆದರ್ಶ ವಿವಿಧೋದ್ದೇಶ ಸಹಕಾರಿ ಸಂಘದ 16ನೇ ಶಾಖೆ ಮಂಗಳೂರು ಹಂಪನಕಟ್ಟೆ ಬಳಿಯ ಎ.ಜೆ. ಶೆಟ್ಟಿ ವೃತ್ತದ ಬಳಿ ಇರುವ ಕಟ್ಟಡದಲ್ಲಿ ಅ.25ರಂದು ಬೆಳಿಗ್ಗೆ 10.30ಕ್ಕೆ ಉದ್ಘಾಟನೆಗೊಳ್ಳಲಿದೆ ಎಂದು ಆದರ್ಶ ವಿವಿಧೋದ್ದೇಶ ಸಹಕಾರ ಸಂಘದ ಅಧ್ಯಕ್ಷ, ಸಹಕಾರ ರತ್ನ ಕೆ. ಸೀತಾರಾಮ ರೈ ಸವಣೂರು ತಿಳಿಸಿದ್ದಾರೆ. ಸಹಕಾರ ಧುರೀಣ ಕೆ. ಸೀತಾರಾಮ ರೈ ಸವಣೂರು ಅಧ್ಯಕ್ಷತೆಯಲ್ಲಿ 2002ರಲ್ಲಿ ಆರಂಭಗೊಂಡ ಸಹಕಾರ ಸಂಘ ಗ್ರಾಮೀಣ ಭಾಗದ ಜನರಿಗೆ ನೀಡ ಸಹಕಾರಿ ಸೇವೆಯಿಂದ 15 ಶಾಖೆಗಳನ್ನು ಹೊಂದಿದೆ. ಜಿಲ್ಲೆಯ ಗ್ರಾಮೀಣ ಭಾಗಗಳಾದ ಪುತ್ತೂರು, ಸುಳ್ಯ, ಸುಬ್ರಹ್ಮಣ್ಯ, ಉಜಿರೆ, ಕಡಬ, ಸವಣೂರು, ನಿಂತಿಕಲ್ಲು, ಕುಂಬ್ರ, ಬೆಳ್ಳಾರೆ, ಪಂಜ, ಬೆಳ್ತಂಗಡಿ, ಮಂಗಳೂರು, ಬಿ.ಸಿ. ರೋಡ್ ಮತ್ತು ಕಲ್ಲಡ್ಕ ಪ್ರದೇಶಗಳಲ್ಲಿ ಶಾಖೆಗಳಿವೆ.: [336, 1279, 543, 1577]
- brief-body: ಕೊಳವೂರು-ಮುತ್ತೂರು-ಕಿಲೆಂ ಜಾರು ಗ್ರಾಮದ ಯುವಕರನ್ನು ಒಂದೇ ವೇದಿಕೆಯಲ್ಲಿ ಸೇರಿಸಿಕೊಂಡು ಮೂರೂ ಗ್ರಾಮಗಳ ಅನಾರೋಗ್ಯ ಪೀಡಿತರಿಗೆ ಮತ್ತು ಆರ್ಥಿಕವಾಗಿ ಹಿಂದುಳಿದ ವಿದ್ಯಾರ್ಥಿಗಳ ವಿದ್ಯಾಭ್ಯಾಸಕ್ಕೆ ನೆರವು ಹಾಗೂ ಇನ್ನಿತರ ಸಮಾಜಮುಖಿ ಕೆಲಸಗಳ ಧ್ಯೇಯೋದ್ದೇಶದಿಂದ ಗಿರೀಶ್ ಆಳ್ವ ಸ್ಥಾಪಿಸಿರುವ ವರಾಹ ಫೌಂಡೇಶನ್ ಸಂಸ್ಥೆಯ ಉದ್ಘಾಟನಾ ಸಮಾರಂಭ ಅ.26ಕ್ಕೆ ಬೆಳಗ್ಗೆ 11ಕ್ಕೆ ಕುಪ್ಪೆಪದವು ಚರ್ಚ್ ವಠಾರದಲ್ಲಿ, ಕೇಮಾರು ಸಾಂದೀಪನಿ ಸಾಧನಾಶ್ರಮದ ಶ್ರೀ ಈಶ ವಿಠಲದಾಸ ಸ್ವಾಮೀಜಿ, ಕುಪ್ಪೆಪದವು ಇಮ್ಯಾಕ್ಯುಲೇಟ್ ಚರ್ಚ್‌ನ ರೆ.ಫಾ. ಮಾರ್ಸೆಲ್ ಸಲ್ದಾನ ಮತ್ತು ಲಿಮ್ರಾ ಎಜು ಗ್ರೂಪ್ ಆಫ್ ಕರ್ನಾಟಕದ ಅಧ್ಯಕ್ಷ ಶೈಕ್ ಮುಹಮ್ಮದ್ ಇರ್ಫಾನಿ ಉಪಸ್ಥಿತಿಯಲ್ಲಿ ನಡೆಯಲಿದ್ದು, ಬೆಳಗ್ಗೆ ಆರೋಗ್ಯ ತಪಾಸಣಾ ಶಿಬಿರ ಮತ್ತು ಪ್ರತಿಭಾವಂತ ವಿದ್ಯಾರ್ಥಿಗಳಿಗೆ ಸನ್ಮಾನ ನಡೆಯಲಿದೆ ಎಂದು ಫೌಂಡೇಶನ್ ಪ್ರಕಟಣೆ ತಿಳಿಸಿದೆ.: [18, 989, 309, 1199]
- kanaka-columns: [852, 1326, 1529, 1858]
- dance-group-photo: [290, 1980, 774, 2194]
